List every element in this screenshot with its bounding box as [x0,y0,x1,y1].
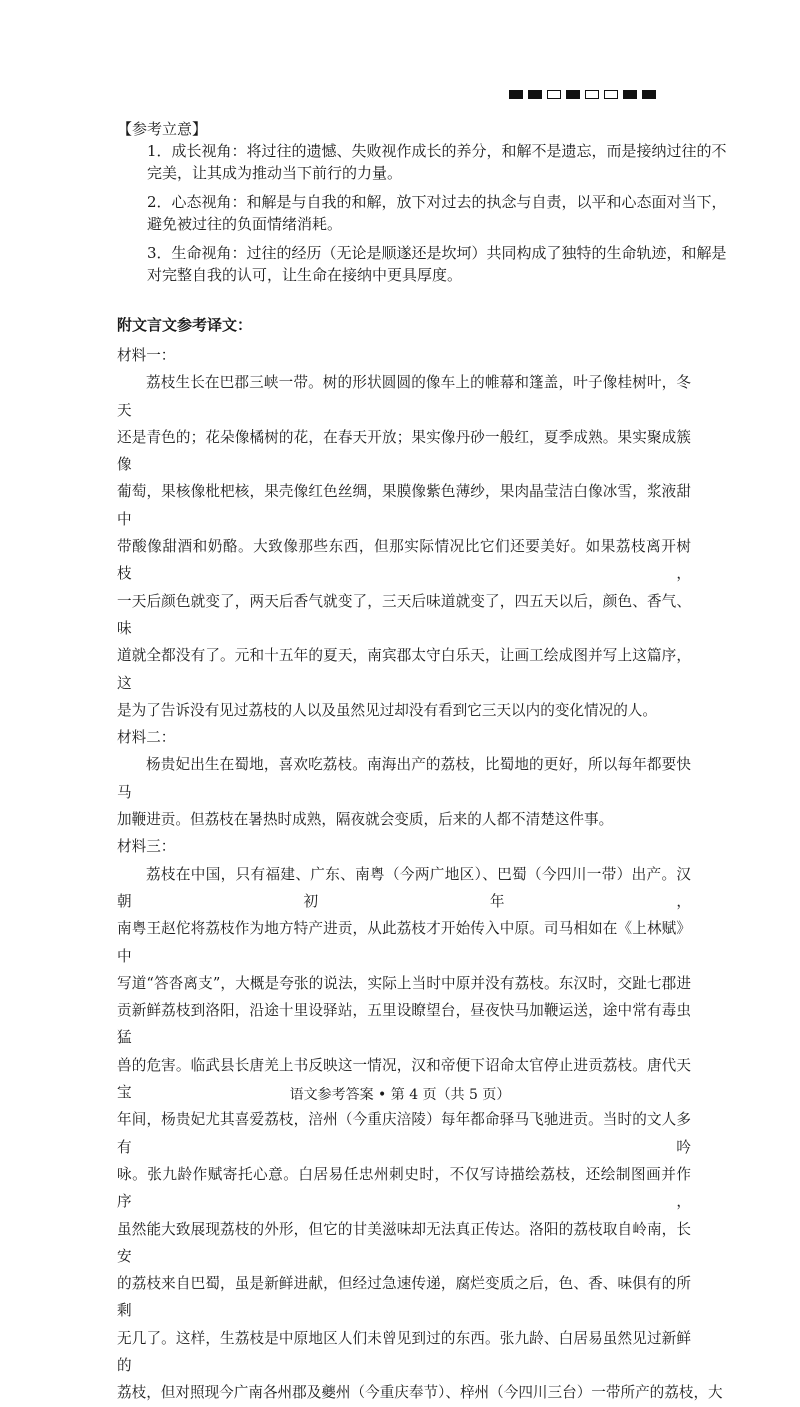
intent-line: 完美，让其成为推动当下前行的力量。 [147,164,403,182]
translation-line: 还是青色的；花朵像橘树的花，在春天开放；果实像丹砂一般红，夏季成熟。果实聚成簇像 [117,428,691,474]
translation-body [117,342,723,1407]
intent-line: 1．成长视角：将过往的遗憾、失败视作成长的养分，和解不是遗忘，而是接纳过往的不 [147,142,727,160]
material-label: 材料三： [117,838,176,856]
marker-square-filled [642,90,656,99]
translation-line: 荔枝在中国，只有福建、广东、南粤（今两广地区）、巴蜀（今四川一带）出产。汉朝初年， [117,865,691,910]
translation-line: 荔枝，但对照现今广南各州郡及夔州（今重庆奉节）、梓州（今四川三台）一带所产的荔枝，大 [117,1384,723,1402]
intent-item [117,242,727,286]
translation-line: 虽然能大致展现荔枝的外形，但它的甘美滋味却无法真正传达。洛阳的荔枝取自岭南，长安 [117,1220,691,1265]
translation-line: 是为了告诉没有见过荔枝的人以及虽然见过却没有看到它三天以内的变化情况的人。 [117,701,657,719]
page-marker [509,90,656,99]
translation-line: 的荔枝来自巴蜀，虽是新鲜进献，但经过急速传递，腐烂变质之后，色、香、味俱有的所剩 [117,1275,691,1320]
intent-item [117,140,727,184]
translation-line: 写道“答沓离支”，大概是夸张的说法，实际上当时中原并没有荔枝。东汉时，交趾七郡进 [117,974,691,992]
translation-heading: 附文言文参考译文： [117,316,253,334]
intent-list [117,140,727,286]
intent-line: 避免被过往的负面情绪消耗。 [147,215,343,233]
translation-line: 一天后颜色就变了，两天后香气就变了，三天后味道就变了，四五天以后，颜色、香气、味 [117,592,691,637]
intent-heading: 【参考立意】 [117,120,208,138]
translation-line: 杨贵妃出生在蜀地，喜欢吃荔枝。南海出产的荔枝，比蜀地的更好，所以每年都要快马 [117,756,691,801]
translation-line: 荔枝生长在巴郡三峡一带。树的形状圆圆的像车上的帷幕和篷盖，叶子像桂树叶，冬天 [117,374,691,419]
answer-content [117,118,727,1407]
translation-line: 兽的危害。临武县长唐羌上书反映这一情况，汉和帝便下诏命太官停止进贡荔枝。唐代天宝 [117,1056,691,1102]
translation-line: 南粤王赵佗将荔枝作为地方特产进贡，从此荔枝才开始传入中原。司马相如在《上林赋》中 [117,920,691,965]
translation-line: 贡新鲜荔枝到洛阳，沿途十里设驿站，五里设瞭望台，昼夜快马加鞭运送，途中常有毒虫猛 [117,1002,691,1047]
marker-square-filled [509,90,523,99]
translation-line: 加鞭进贡。但荔枝在暑热时成熟，隔夜就会变质，后来的人都不清楚这件事。 [117,811,614,829]
translation-line: 葡萄，果核像枇杷核，果壳像红色丝绸，果膜像紫色薄纱，果肉晶莹洁白像冰雪，浆液甜中 [117,483,691,528]
intent-line: 3．生命视角：过往的经历（无论是顺遂还是坎坷）共同构成了独特的生命轨迹，和解是 [147,244,727,262]
translation-line: 咏。张九龄作赋寄托心意。白居易任忠州刺史时，不仅写诗描绘荔枝，还绘制图画并作序， [117,1165,691,1211]
translation-line: 无几了。这样，生荔枝是中原地区人们未曾见到过的东西。张九龄、白居易虽然见过新鲜的 [117,1329,691,1374]
intent-line: 对完整自我的认可，让生命在接纳中更具厚度。 [147,266,463,284]
intent-line: 2．心态视角：和解是与自我的和解，放下对过去的执念与自责，以平和心态面对当下， [147,193,727,211]
material-label: 材料一： [117,347,176,364]
intent-item [117,191,727,235]
marker-square-empty [585,90,599,99]
page-footer: 语文参考答案 • 第 4 页（共 5 页） [289,1087,511,1103]
marker-square-filled [528,90,542,99]
translation-line: 带酸像甜酒和奶酪。大致像那些东西，但那实际情况比它们还要美好。如果荔枝离开树枝， [117,538,691,583]
marker-square-empty [547,90,561,99]
marker-square-filled [566,90,580,99]
marker-square-filled [623,90,637,99]
marker-square-empty [604,90,618,99]
material-label: 材料二： [117,729,176,747]
translation-line: 道就全都没有了。元和十五年的夏天，南宾郡太守白乐天，让画工绘成图并写上这篇序，这 [117,647,691,692]
translation-line: 年间，杨贵妃尤其喜爱荔枝，涪州（今重庆涪陵）每年都命驿马飞驰进贡。当时的文人多有吟 [117,1111,691,1156]
